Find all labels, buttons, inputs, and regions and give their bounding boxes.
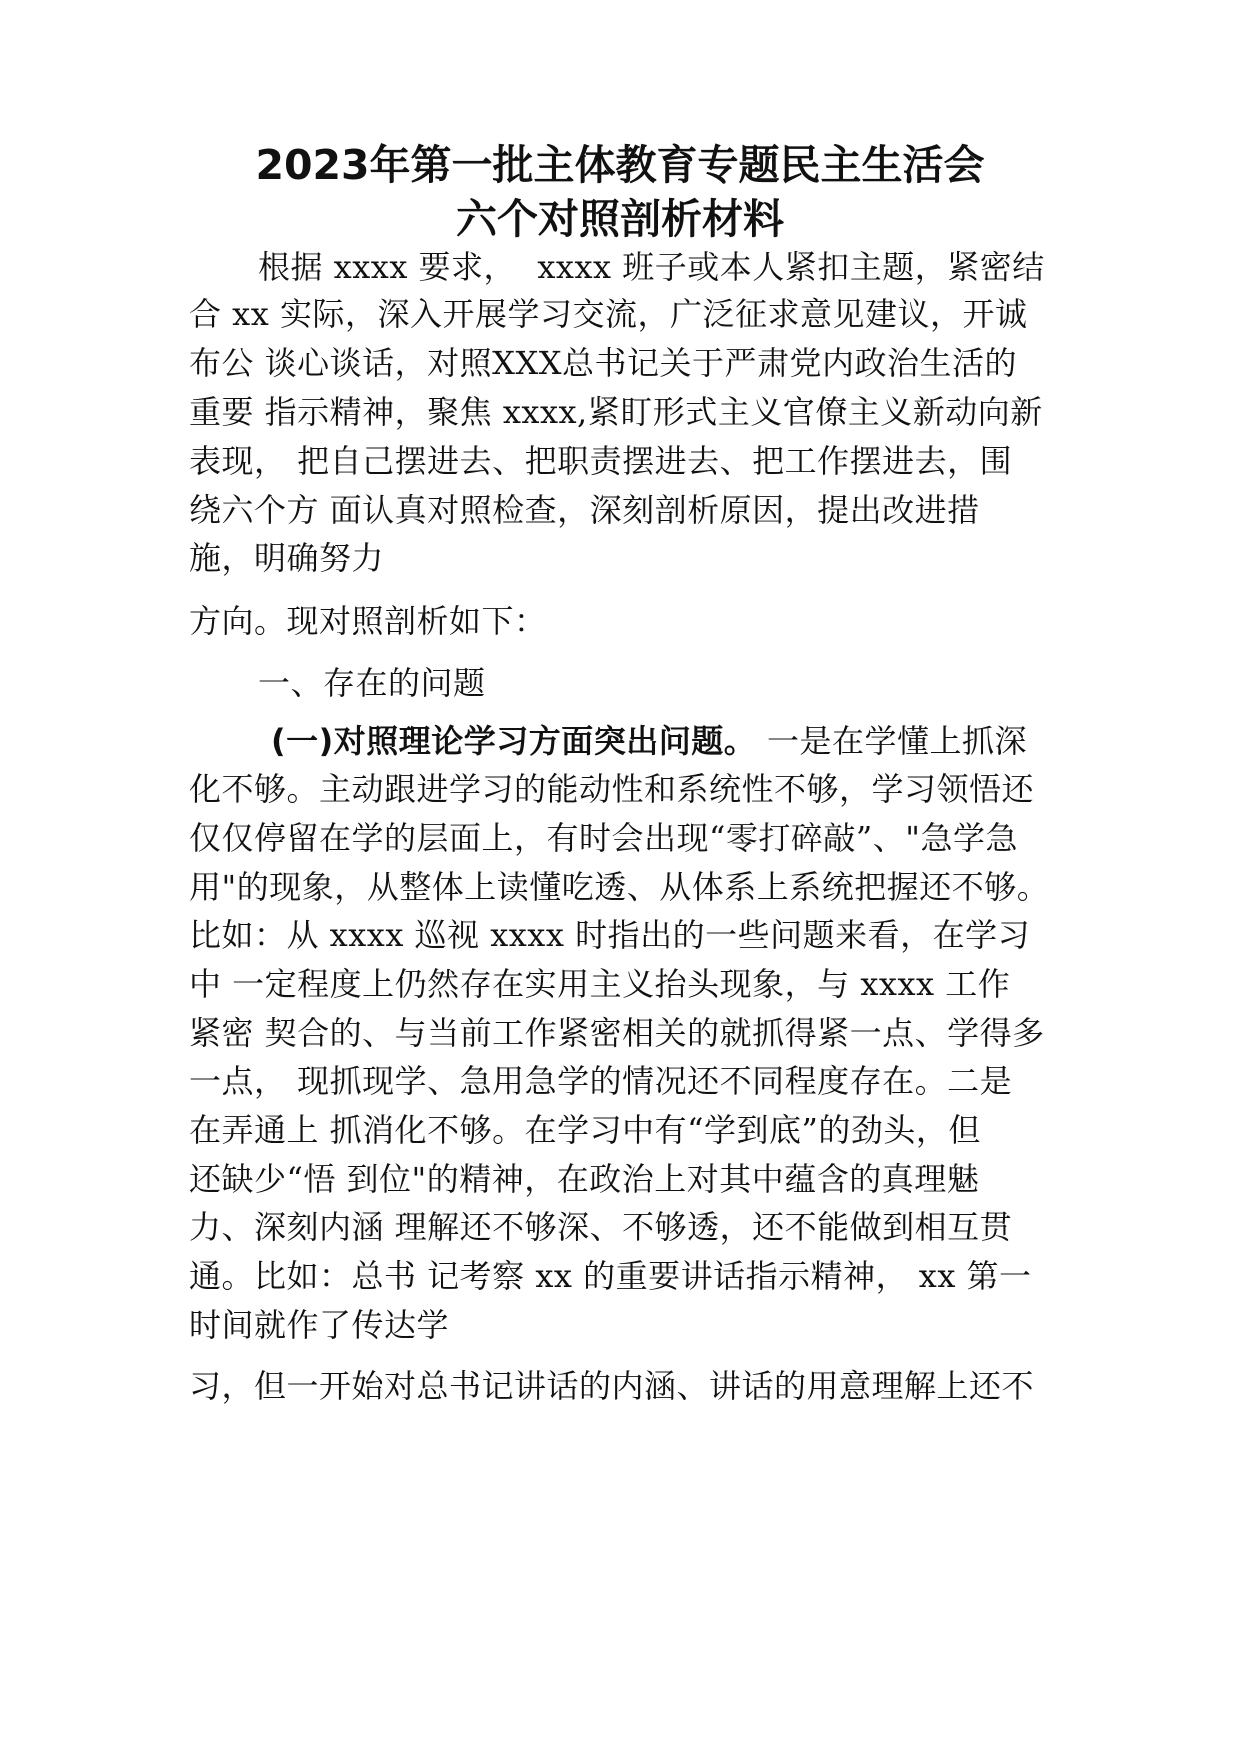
body-paragraph-line: 比如：从 xxxx 巡视 xxxx 时指出的一些问题来看，在学习 xyxy=(189,916,1031,954)
body-paragraph-line: 力、深刻内涵 理解还不够深、不够透，还不能做到相互贯 xyxy=(189,1208,1013,1246)
intro-continuation-line: 方向。现对照剖析如下： xyxy=(189,602,547,640)
body-paragraph-line: 时间就作了传达学 xyxy=(189,1306,450,1344)
intro-paragraph-line: 布公 谈心谈话，对照XXX总书记关于严肃党内政治生活的 xyxy=(189,344,1018,382)
document-title-line-1: 2023年第一批主体教育专题民主生活会 xyxy=(255,141,985,189)
body-paragraph-line: 习，但一开始对总书记讲话的内涵、讲话的用意理解上还不 xyxy=(189,1367,1035,1405)
subsection-first-line-text: 一是在学懂上抓深 xyxy=(756,722,1027,760)
body-paragraph-line: 用"的现象，从整体上读懂吃透、从体系上系统把握还不够。 xyxy=(189,868,1050,906)
subsection-first-line xyxy=(271,721,1027,761)
intro-paragraph-line: 施，明确努力 xyxy=(189,539,385,577)
body-paragraph-line: 仅仅停留在学的层面上，有时会出现“零打碎敲”、"急学急 xyxy=(189,819,1018,857)
document-title-line-2: 六个对照剖析材料 xyxy=(456,195,784,243)
intro-paragraph-line: 表现， 把自己摆进去、把职责摆进去、把工作摆进去，围 xyxy=(189,442,1013,480)
intro-paragraph-line: 绕六个方 面认真对照检查，深刻剖析原因，提出改进措 xyxy=(189,491,980,529)
body-paragraph-line: 中 一定程度上仍然存在实用主义抬头现象，与 xxxx 工作 xyxy=(189,965,1011,1003)
section-heading: 一、存在的问题 xyxy=(258,664,486,702)
body-paragraph-line: 通。比如：总书 记考察 xx 的重要讲话指示精神， xx 第一 xyxy=(189,1257,1032,1295)
intro-paragraph-line: 重要 指示精神，聚焦 xxxx,紧盯形式主义官僚主义新动向新 xyxy=(189,393,1043,431)
intro-paragraph-line: 根据 xxxx 要求， xxxx 班子或本人紧扣主题，紧密结 xyxy=(258,248,1045,286)
intro-paragraph-line: 合 xx 实际，深入开展学习交流，广泛征求意见建议，开诚 xyxy=(189,295,1028,333)
body-paragraph-line: 紧密 契合的、与当前工作紧密相关的就抓得紧一点、学得多 xyxy=(189,1014,1045,1052)
body-paragraph-line: 在弄通上 抓消化不够。在学习中有“学到底”的劲头，但 xyxy=(189,1111,981,1149)
body-paragraph-line: 还缺少“悟 到位"的精神，在政治上对其中蕴含的真理魅 xyxy=(189,1160,980,1198)
body-paragraph-line: 一点， 现抓现学、急用急学的情况还不同程度存在。二是 xyxy=(189,1062,1013,1100)
body-paragraph-line: 化不够。主动跟进学习的能动性和系统性不够，学习领悟还 xyxy=(189,770,1035,808)
subsection-heading: (一)对照理论学习方面突出问题。 xyxy=(271,722,757,760)
